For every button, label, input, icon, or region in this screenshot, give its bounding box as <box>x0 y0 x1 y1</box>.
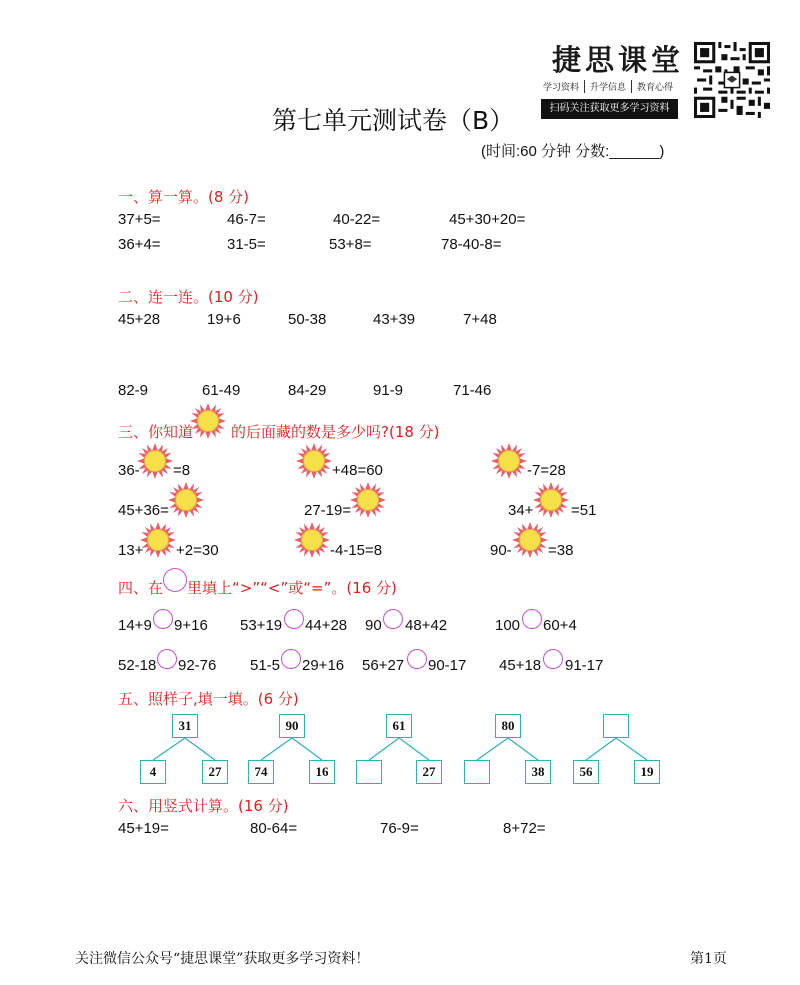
compare-right: 48+42 <box>405 617 448 634</box>
tree-right-box: 16 <box>309 760 335 784</box>
compare-right: 91-17 <box>565 657 604 674</box>
match-top-item: 45+28 <box>118 311 161 328</box>
calc-problem: 37+5= <box>118 211 161 228</box>
match-bottom-item: 82-9 <box>118 382 149 399</box>
sun-icon[interactable] <box>533 482 569 518</box>
compare-left: 90 <box>365 617 382 634</box>
compare-left: 100 <box>495 617 521 634</box>
sun-icon <box>190 403 226 439</box>
tree-left-box[interactable] <box>464 760 490 784</box>
section-5-heading: 五、照样子,填一填。(6 分) <box>118 690 299 708</box>
hidden-number-text: 34+ <box>508 502 534 519</box>
compare-answer-circle[interactable] <box>153 609 173 629</box>
vertical-calc-problem: 80-64= <box>250 820 298 837</box>
section-4-heading <box>118 577 397 598</box>
sun-icon[interactable] <box>168 482 204 518</box>
hidden-number-text: +48=60 <box>332 462 383 479</box>
tree-top-box: 61 <box>386 714 412 738</box>
tree-left-box: 4 <box>140 760 166 784</box>
tree-right-box: 19 <box>634 760 660 784</box>
compare-right: 60+4 <box>543 617 577 634</box>
compare-answer-circle[interactable] <box>284 609 304 629</box>
match-top-item: 7+48 <box>463 311 497 328</box>
tree-top-box: 90 <box>279 714 305 738</box>
sun-icon[interactable] <box>512 522 548 558</box>
compare-circle-icon <box>163 568 187 592</box>
tree-left-box: 56 <box>573 760 599 784</box>
compare-answer-circle[interactable] <box>383 609 403 629</box>
tree-top-box: 80 <box>495 714 521 738</box>
compare-right: 29+16 <box>302 657 345 674</box>
section-1-heading: 一、算一算。(8 分) <box>118 188 250 206</box>
compare-left: 52-18 <box>118 657 157 674</box>
compare-left: 51-5 <box>250 657 281 674</box>
hidden-number-text: 36- <box>118 462 140 479</box>
match-bottom-item: 91-9 <box>373 382 404 399</box>
hidden-number-text: =51 <box>571 502 597 519</box>
hidden-number-text: -7=28 <box>527 462 566 479</box>
section-3-heading-pre: 三、你知道 <box>118 423 194 441</box>
tree-right-box: 27 <box>416 760 442 784</box>
section-2-heading: 二、连一连。(10 分) <box>118 288 259 306</box>
hidden-number-text: 45+36= <box>118 502 169 519</box>
compare-right: 92-76 <box>178 657 217 674</box>
vertical-calc-problem: 76-9= <box>380 820 419 837</box>
section-4-heading-pre: 四、在 <box>118 579 164 597</box>
tree-right-box: 27 <box>202 760 228 784</box>
section-6-heading: 六、用竖式计算。(16 分) <box>118 797 289 815</box>
match-bottom-item: 61-49 <box>202 382 241 399</box>
compare-answer-circle[interactable] <box>157 649 177 669</box>
time-score-line: (时间:60 分钟 分数:______) <box>481 143 665 160</box>
compare-right: 44+28 <box>305 617 348 634</box>
hidden-number-text: =38 <box>548 542 574 559</box>
tree-top-box[interactable] <box>603 714 629 738</box>
footer-note: 关注微信公众号“捷思课堂”获取更多学习资料！ <box>75 951 370 967</box>
calc-problem: 78-40-8= <box>441 236 502 253</box>
compare-answer-circle[interactable] <box>407 649 427 669</box>
brand-tag: 学习资料 <box>543 82 580 92</box>
hidden-number-text: 13+ <box>118 542 144 559</box>
brand-title: 捷思课堂 <box>552 43 685 77</box>
hidden-number-text: -4-15=8 <box>330 542 383 559</box>
hidden-number-text: +2=30 <box>176 542 219 559</box>
calc-problem: 45+30+20= <box>449 211 526 228</box>
vertical-calc-problem: 8+72= <box>503 820 546 837</box>
section-4-heading-post: 里填上“>”“<”或“=”。(16 分) <box>187 579 397 597</box>
match-top-item: 19+6 <box>207 311 241 328</box>
sun-icon[interactable] <box>294 522 330 558</box>
page-title: 第七单元测试卷（B） <box>272 106 515 135</box>
brand-tags <box>543 80 678 93</box>
compare-answer-circle[interactable] <box>281 649 301 669</box>
sun-icon[interactable] <box>296 443 332 479</box>
compare-left: 14+9 <box>118 617 152 634</box>
page-number: 第1页 <box>690 951 727 967</box>
tree-left-box[interactable] <box>356 760 382 784</box>
match-top-item: 43+39 <box>373 311 416 328</box>
compare-right: 90-17 <box>428 657 467 674</box>
section-3-heading <box>118 421 440 442</box>
compare-left: 45+18 <box>499 657 542 674</box>
compare-answer-circle[interactable] <box>522 609 542 629</box>
calc-problem: 53+8= <box>329 236 372 253</box>
compare-right: 9+16 <box>174 617 208 634</box>
match-top-item: 50-38 <box>288 311 327 328</box>
qr-code-icon <box>694 42 770 118</box>
sun-icon[interactable] <box>137 443 173 479</box>
calc-problem: 40-22= <box>333 211 381 228</box>
sun-icon[interactable] <box>491 443 527 479</box>
vertical-calc-problem: 45+19= <box>118 820 169 837</box>
compare-answer-circle[interactable] <box>543 649 563 669</box>
section-3-heading-post: 的后面藏的数是多少吗?(18 分) <box>231 423 440 441</box>
calc-problem: 31-5= <box>227 236 266 253</box>
sun-icon[interactable] <box>350 482 386 518</box>
brand-tag: 升学信息 <box>584 80 631 93</box>
tree-right-box: 38 <box>525 760 551 784</box>
calc-problem: 46-7= <box>227 211 266 228</box>
match-bottom-item: 84-29 <box>288 382 327 399</box>
compare-left: 56+27 <box>362 657 405 674</box>
tree-top-box: 31 <box>172 714 198 738</box>
hidden-number-text: 27-19= <box>304 502 352 519</box>
scan-prompt: 扫码关注获取更多学习资料 <box>541 99 678 119</box>
brand-tag: 教育心得 <box>631 80 678 93</box>
calc-problem: 36+4= <box>118 236 161 253</box>
compare-left: 53+19 <box>240 617 283 634</box>
tree-left-box: 74 <box>248 760 274 784</box>
hidden-number-text: =8 <box>173 462 191 479</box>
sun-icon[interactable] <box>140 522 176 558</box>
hidden-number-text: 90- <box>490 542 512 559</box>
match-bottom-item: 71-46 <box>453 382 492 399</box>
